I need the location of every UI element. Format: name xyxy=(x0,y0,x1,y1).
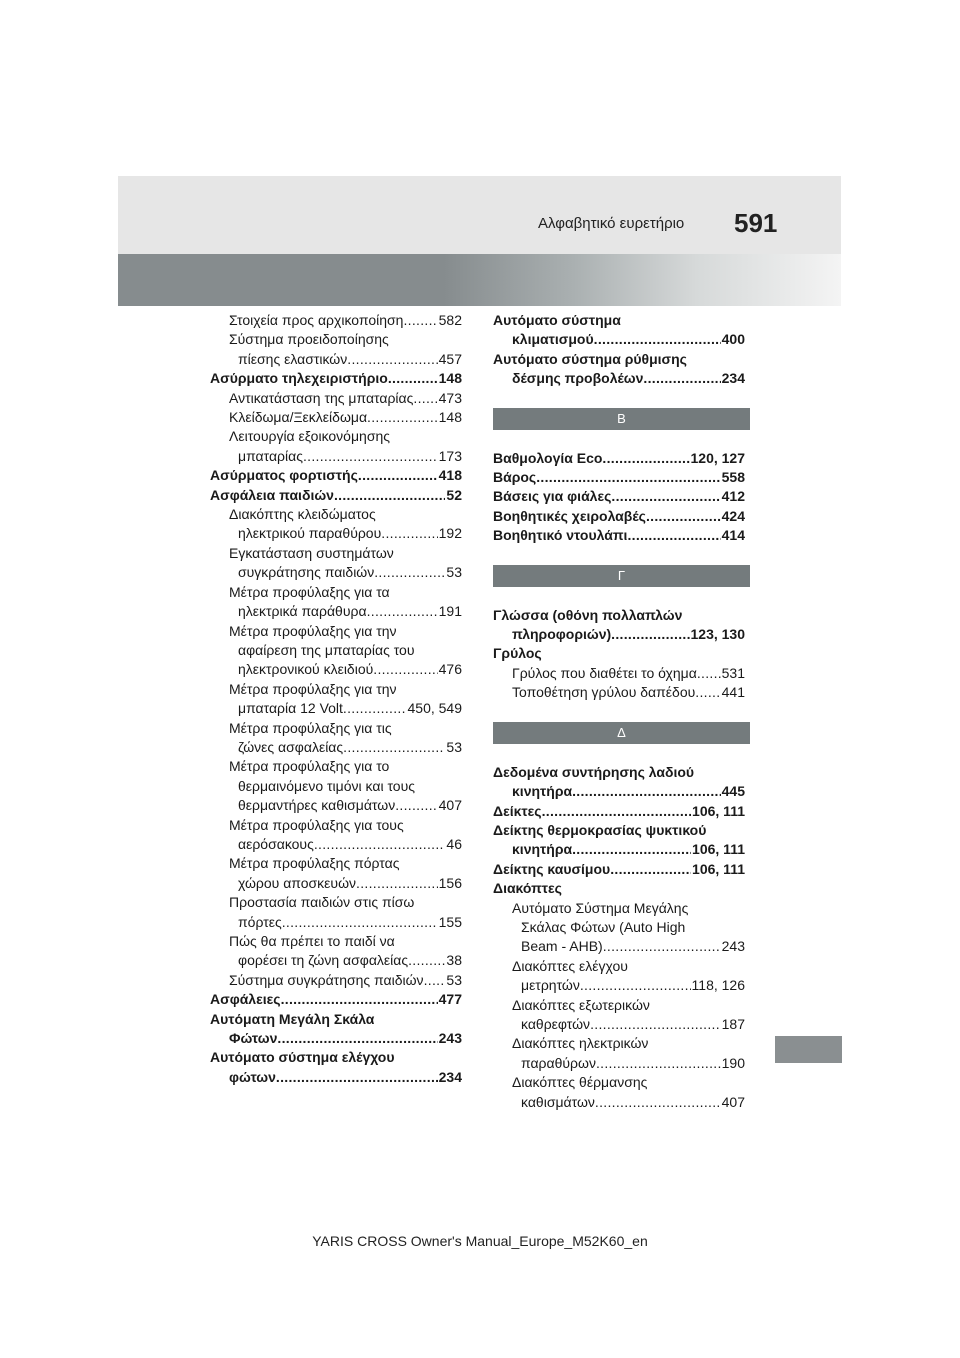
index-entry-text: θερμαντήρες καθισμάτων xyxy=(238,797,396,814)
index-entry xyxy=(210,854,462,873)
index-entry-text: Διακόπτες θέρμανσης xyxy=(512,1074,648,1091)
index-entry-page: 53 xyxy=(446,971,462,988)
index-entry-text: Μέτρα προφύλαξης για τα xyxy=(229,583,390,600)
leader-dots xyxy=(610,860,691,879)
index-entry-page: 192 xyxy=(438,525,462,542)
index-entry xyxy=(493,840,745,859)
index-entry-page: 53 xyxy=(446,564,462,581)
index-column-left xyxy=(210,311,462,1087)
index-entry xyxy=(210,350,462,369)
index-entry-text: Λειτουργία εξοικονόμησης xyxy=(229,428,390,445)
leader-dots xyxy=(388,369,438,388)
section-thumb-tab xyxy=(775,1036,842,1063)
leader-dots xyxy=(697,664,721,683)
index-entry-page: 243 xyxy=(721,938,745,955)
index-entry-text: αερόσακους xyxy=(238,835,314,852)
index-entry-page: 476 xyxy=(438,661,462,678)
leader-dots xyxy=(695,683,720,702)
index-entry-text: Διακόπτες εξωτερικών xyxy=(512,996,650,1013)
index-entry-text: Beam - AHB) xyxy=(521,938,603,955)
header-band xyxy=(118,176,841,254)
leader-dots xyxy=(596,1054,721,1073)
index-entry-text: Διακόπτης κλειδώματος xyxy=(229,506,376,523)
index-entry-page: 118, 126 xyxy=(691,977,745,994)
index-entry xyxy=(493,330,745,349)
leader-dots xyxy=(627,526,720,545)
index-entry xyxy=(493,879,745,898)
index-entry xyxy=(493,957,745,976)
index-entry-page: 148 xyxy=(438,370,462,387)
index-entry xyxy=(493,821,745,840)
index-entry xyxy=(210,951,462,970)
index-entry xyxy=(210,874,462,893)
index-entry-text: Αυτόματο σύστημα xyxy=(493,312,621,328)
index-entry-page: 234 xyxy=(438,1068,462,1085)
index-entry-page: 558 xyxy=(721,469,745,486)
index-entry-text: χώρου αποσκευών xyxy=(238,874,357,891)
index-entry-page: 450, 549 xyxy=(407,700,462,717)
index-entry xyxy=(210,408,462,427)
index-entry xyxy=(210,990,462,1009)
index-entry-text: Πώς θα πρέπει το παιδί να xyxy=(229,933,395,949)
leader-dots xyxy=(413,389,437,408)
index-entry xyxy=(493,606,745,625)
index-entry-text: Δείκτης θερμοκρασίας ψυκτικού xyxy=(493,821,707,838)
index-entry-text: Μέτρα προφύλαξης για την xyxy=(229,680,397,697)
index-entry xyxy=(210,757,462,776)
index-entry xyxy=(210,893,462,912)
index-entry-text: Μέτρα προφύλαξης για τους xyxy=(229,816,404,833)
index-entry-page: 123, 130 xyxy=(690,626,745,643)
index-entry-text: μετρητών xyxy=(521,977,580,994)
index-entry xyxy=(210,796,462,815)
leader-dots xyxy=(594,330,721,349)
index-entry-text: Δεδομένα συντήρησης λαδιού xyxy=(493,763,695,780)
index-entry-text: Στοιχεία προς αρχικοποίηση xyxy=(229,312,404,328)
index-entry-page: 243 xyxy=(438,1030,462,1047)
leader-dots xyxy=(334,486,445,505)
index-entry xyxy=(210,913,462,932)
index-entry-text: καθισμάτων xyxy=(521,1093,595,1110)
footer-text: YARIS CROSS Owner's Manual_Europe_M52K60_en xyxy=(312,1233,648,1249)
index-entry xyxy=(210,1068,462,1087)
index-entry xyxy=(493,976,745,995)
leader-dots xyxy=(646,507,721,526)
leader-dots xyxy=(603,937,721,956)
index-entry-text: αφαίρεση της μπαταρίας του xyxy=(238,641,415,658)
index-entry-text: Τοποθέτηση γρύλου δαπέδου xyxy=(512,684,696,701)
index-entry-text: συγκράτησης παιδιών xyxy=(238,564,375,581)
index-entry-page: 400 xyxy=(721,331,745,348)
leader-dots xyxy=(424,971,446,990)
index-entry xyxy=(210,971,462,990)
index-entry xyxy=(493,644,745,663)
index-entry-page: 106, 111 xyxy=(692,860,745,877)
index-entry-text: Κλείδωμα/Ξεκλείδωμα xyxy=(229,409,368,426)
index-entry xyxy=(210,311,462,330)
index-entry xyxy=(493,526,745,545)
index-entry-page: 582 xyxy=(438,312,462,328)
header-title: Αλφαβητικό ευρετήριο xyxy=(538,215,685,232)
index-entry xyxy=(493,507,745,526)
index-entry xyxy=(493,625,745,644)
index-entry-text: Διακόπτες ελέγχου xyxy=(512,957,628,974)
index-entry-page: 191 xyxy=(438,603,462,620)
index-entry-page: 441 xyxy=(721,684,745,701)
index-entry-text: δέσμης προβολέων xyxy=(512,370,644,387)
index-entry-page: 424 xyxy=(721,507,745,524)
index-entry xyxy=(493,1034,745,1053)
leader-dots xyxy=(542,802,691,821)
leader-dots xyxy=(611,487,720,506)
leader-dots xyxy=(381,524,437,543)
index-entry-page: 120, 127 xyxy=(690,449,745,466)
index-entry-page: 457 xyxy=(438,350,462,367)
index-entry-text: Μέτρα προφύλαξης για τις xyxy=(229,719,392,736)
leader-dots xyxy=(303,447,438,466)
index-entry xyxy=(210,583,462,602)
index-entry-text: μπαταρία 12 Volt xyxy=(238,700,343,717)
index-entry-text: φορέσει τη ζώνη ασφαλείας xyxy=(238,952,409,969)
index-entry-text: κλιματισμού xyxy=(512,331,594,348)
index-entry xyxy=(493,664,745,683)
index-entry-text: Βοηθητικό ντουλάπι xyxy=(493,527,628,544)
index-entry-text: παραθύρων xyxy=(521,1054,596,1071)
index-entry xyxy=(493,937,745,956)
index-entry xyxy=(210,777,462,796)
index-entry xyxy=(210,602,462,621)
index-entry-text: Μέτρα προφύλαξης πόρτας xyxy=(229,855,400,872)
index-entry xyxy=(493,1093,745,1112)
index-entry xyxy=(493,860,745,879)
index-entry xyxy=(210,389,462,408)
index-entry xyxy=(210,816,462,835)
index-entry-page: 106, 111 xyxy=(692,841,745,858)
index-entry-text: Βάσεις για φιάλες xyxy=(493,488,612,505)
index-entry-text: Διακόπτες xyxy=(493,880,562,897)
leader-dots xyxy=(356,874,438,893)
index-entry xyxy=(493,918,745,937)
index-entry-page: 187 xyxy=(721,1015,745,1032)
index-entry xyxy=(210,427,462,446)
index-entry-text: Γρύλος που διαθέτει το όχημα xyxy=(512,664,697,681)
index-entry-text: Ασύρματος φορτιστής xyxy=(210,467,358,484)
index-entry xyxy=(210,486,462,505)
leader-dots xyxy=(536,468,720,487)
index-entry-text: Αυτόματο Σύστημα Μεγάλης xyxy=(512,899,689,916)
index-entry-page: 46 xyxy=(446,835,462,852)
index-entry-page: 407 xyxy=(438,797,462,814)
index-entry-text: πόρτες xyxy=(238,913,282,930)
index-entry-page: 190 xyxy=(721,1054,745,1071)
index-entry-text: Μέτρα προφύλαξης για το xyxy=(229,758,390,775)
leader-dots xyxy=(580,976,691,995)
index-entry xyxy=(210,369,462,388)
index-entry-text: Γλώσσα (οθόνη πολλαπλών xyxy=(493,606,683,623)
index-entry xyxy=(493,350,745,369)
leader-dots xyxy=(403,311,437,330)
index-entry-text: Δείκτες xyxy=(493,802,542,819)
leader-dots xyxy=(374,563,445,582)
index-entry xyxy=(493,369,745,388)
index-entry xyxy=(493,468,745,487)
index-entry xyxy=(210,660,462,679)
leader-dots xyxy=(343,738,445,757)
leader-dots xyxy=(277,1029,437,1048)
index-entry xyxy=(210,719,462,738)
index-entry xyxy=(493,487,745,506)
leader-dots xyxy=(373,660,437,679)
index-entry xyxy=(210,641,462,660)
index-entry-text: Δείκτης καυσίμου xyxy=(493,860,611,877)
index-entry xyxy=(210,447,462,466)
index-entry-page: 473 xyxy=(438,389,462,406)
index-entry-text: Αυτόματο σύστημα ρύθμισης xyxy=(493,350,687,367)
index-entry xyxy=(493,449,745,468)
index-entry-text: ηλεκτρονικού κλειδιού xyxy=(238,661,374,678)
index-entry xyxy=(210,680,462,699)
leader-dots xyxy=(314,835,446,854)
index-entry xyxy=(210,1048,462,1067)
index-entry-page: 53 xyxy=(446,738,462,755)
leader-dots xyxy=(408,951,445,970)
index-entry-page: 445 xyxy=(721,783,745,800)
index-entry xyxy=(493,1073,745,1092)
index-entry-text: Αυτόματο σύστημα ελέγχου xyxy=(210,1049,395,1066)
index-entry-text: πληροφοριών) xyxy=(512,626,612,643)
index-entry-page: 156 xyxy=(438,874,462,891)
index-entry xyxy=(210,505,462,524)
index-entry-text: Ασφάλεια παιδιών xyxy=(210,486,334,503)
index-entry-page: 173 xyxy=(438,447,462,464)
index-entry-page: 234 xyxy=(721,370,745,387)
index-entry-page: 414 xyxy=(721,527,745,544)
section-header: Δ xyxy=(493,722,750,744)
index-entry-text: Αντικατάσταση της μπαταρίας xyxy=(229,389,414,406)
index-entry xyxy=(210,563,462,582)
index-entry-text: Σύστημα προειδοποίησης xyxy=(229,331,389,348)
leader-dots xyxy=(572,840,691,859)
index-entry xyxy=(210,622,462,641)
index-entry-text: Σκάλας Φώτων (Auto High xyxy=(521,918,686,935)
index-entry xyxy=(210,466,462,485)
leader-dots xyxy=(602,449,689,468)
leader-dots xyxy=(611,625,689,644)
index-entry-text: Γρύλος xyxy=(493,645,542,662)
index-entry-text: Σύστημα συγκράτησης παιδιών xyxy=(229,971,424,988)
index-entry-text: ζώνες ασφαλείας xyxy=(238,738,344,755)
index-entry-text: Εγκατάσταση συστημάτων xyxy=(229,544,394,561)
index-entry-text: Διακόπτες ηλεκτρικών xyxy=(512,1035,649,1052)
index-entry xyxy=(493,1054,745,1073)
index-entry xyxy=(493,311,745,330)
index-entry xyxy=(493,802,745,821)
index-entry xyxy=(210,330,462,349)
index-entry xyxy=(210,738,462,757)
index-entry-text: ηλεκτρικά παράθυρα xyxy=(238,603,367,620)
index-entry-text: Μέτρα προφύλαξης για την xyxy=(229,622,397,639)
section-header: Γ xyxy=(493,565,750,587)
index-entry xyxy=(493,763,745,782)
index-entry-page: 155 xyxy=(438,913,462,930)
index-entry-text: μπαταρίας xyxy=(238,447,303,464)
index-entry-page: 38 xyxy=(446,952,462,969)
index-entry xyxy=(493,782,745,801)
index-entry xyxy=(210,524,462,543)
index-entry xyxy=(210,699,462,718)
index-entry xyxy=(493,1015,745,1034)
index-entry-text: θερμαινόμενο τιμόνι και τους xyxy=(238,777,415,794)
index-entry-page: 418 xyxy=(438,467,462,484)
index-entry-text: Προστασία παιδιών στις πίσω xyxy=(229,894,415,911)
leader-dots xyxy=(367,408,438,427)
leader-dots xyxy=(367,602,438,621)
index-entry xyxy=(493,683,745,702)
index-entry-page: 148 xyxy=(438,409,462,426)
index-entry-text: Βάρος xyxy=(493,469,537,486)
leader-dots xyxy=(643,369,720,388)
index-entry-text: Βαθμολογία Eco xyxy=(493,449,603,466)
index-entry-text: κινητήρα xyxy=(512,841,573,858)
index-entry-text: κινητήρα xyxy=(512,783,573,800)
leader-dots xyxy=(395,796,437,815)
page-number: 591 xyxy=(734,208,778,238)
leader-dots xyxy=(282,913,438,932)
section-header: Β xyxy=(493,408,750,430)
index-entry xyxy=(210,544,462,563)
leader-dots xyxy=(590,1015,721,1034)
index-entry-text: πίεσης ελαστικών xyxy=(238,350,348,367)
index-entry-page: 477 xyxy=(438,991,462,1008)
index-entry-text: Βοηθητικές χειρολαβές xyxy=(493,507,646,524)
index-entry-page: 412 xyxy=(721,488,745,505)
index-entry-text: Ασύρματο τηλεχειριστήριο xyxy=(210,370,388,387)
index-entry xyxy=(493,899,745,918)
index-entry-text: ηλεκτρικού παραθύρου xyxy=(238,525,382,542)
index-entry-text: Φώτων xyxy=(229,1030,278,1047)
index-entry xyxy=(210,932,462,951)
leader-dots xyxy=(347,350,437,369)
index-entry xyxy=(210,1010,462,1029)
index-entry xyxy=(210,1029,462,1048)
leader-dots xyxy=(572,782,721,801)
index-entry-page: 106, 111 xyxy=(692,802,745,819)
leader-dots xyxy=(595,1093,721,1112)
leader-dots xyxy=(281,990,438,1009)
index-entry xyxy=(210,835,462,854)
index-entry-text: Αυτόματη Μεγάλη Σκάλα xyxy=(210,1010,375,1027)
index-entry-text: Ασφάλειες xyxy=(210,991,281,1008)
index-entry xyxy=(493,996,745,1015)
index-column-right xyxy=(493,311,745,1112)
leader-dots xyxy=(276,1068,438,1087)
header-gradient-bar xyxy=(118,254,841,306)
leader-dots xyxy=(358,466,438,485)
index-entry-page: 531 xyxy=(721,664,745,681)
index-entry-text: καθρεφτών xyxy=(521,1015,591,1032)
index-entry-page: 407 xyxy=(721,1093,745,1110)
leader-dots xyxy=(343,699,407,718)
index-entry-page: 52 xyxy=(446,486,462,503)
index-entry-text: φώτων xyxy=(229,1068,276,1085)
